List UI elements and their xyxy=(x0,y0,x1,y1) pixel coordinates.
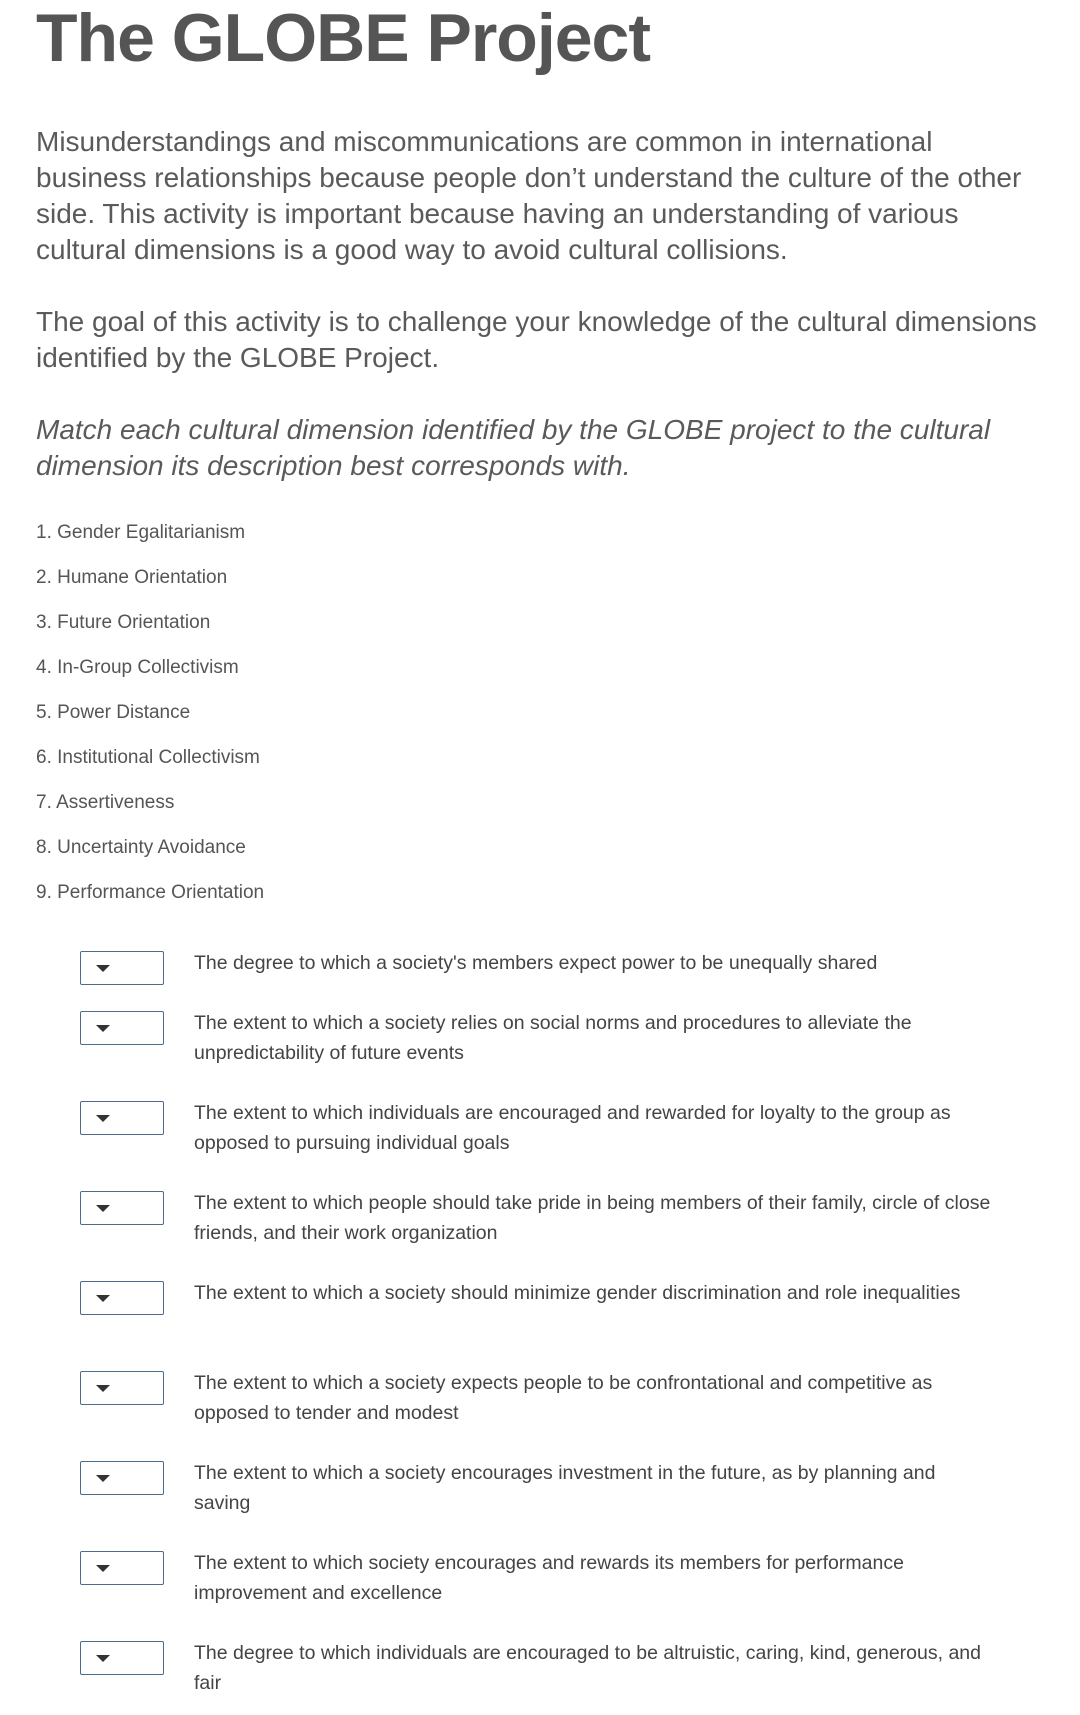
answer-dropdown[interactable] xyxy=(80,1371,164,1405)
dimension-item: 6. Institutional Collectivism xyxy=(36,747,260,768)
instruction-text: Match each cultural dimension identified by the GLOBE project to the cultural dimension its description best corresponds with. xyxy=(36,414,991,481)
match-description: The extent to which people should take pride in being members of their family, circle of close friends, and their work organization xyxy=(194,1192,991,1244)
answer-dropdown[interactable] xyxy=(80,1551,164,1585)
match-row xyxy=(80,1175,1010,1265)
match-description: The degree to which individuals are encouraged to be altruistic, caring, kind, generous, and fair xyxy=(194,1642,981,1694)
intro-paragraph: Misunderstandings and miscommunications are common in international business relationships because people don’t understand the culture of the other side. This activity is important because having an understanding of various cultural dimensions is a good way to avoid cultural collisions. xyxy=(36,126,1022,265)
caret-down-icon xyxy=(96,1385,110,1392)
answer-dropdown[interactable] xyxy=(80,1191,164,1225)
dimension-item: 4. In-Group Collectivism xyxy=(36,657,239,678)
goal-paragraph: The goal of this activity is to challenge your knowledge of the cultural dimensions identified by the GLOBE Project. xyxy=(36,306,1037,373)
match-list xyxy=(80,935,1010,1715)
match-description: The extent to which a society should minimize gender discrimination and role inequalities xyxy=(194,1282,961,1304)
match-description: The extent to which a society expects people to be confrontational and competitive as opposed to tender and modest xyxy=(194,1372,933,1424)
match-row xyxy=(80,995,1010,1085)
dimension-item: 2. Humane Orientation xyxy=(36,567,228,588)
match-row xyxy=(80,1085,1010,1175)
match-description: The extent to which individuals are encouraged and rewarded for loyalty to the group as opposed to pursuing individual goals xyxy=(194,1102,951,1154)
activity-page xyxy=(36,0,1046,925)
answer-dropdown[interactable] xyxy=(80,1281,164,1315)
caret-down-icon xyxy=(96,965,110,972)
answer-dropdown[interactable] xyxy=(80,1011,164,1045)
dimension-item: 7. Assertiveness xyxy=(36,792,175,813)
dimension-item: 1. Gender Egalitarianism xyxy=(36,522,246,543)
match-description: The extent to which a society encourages investment in the future, as by planning and saving xyxy=(194,1462,936,1514)
caret-down-icon xyxy=(96,1025,110,1032)
match-row xyxy=(80,1355,1010,1445)
dimension-item: 3. Future Orientation xyxy=(36,612,211,633)
caret-down-icon xyxy=(96,1295,110,1302)
caret-down-icon xyxy=(96,1115,110,1122)
match-description: The degree to which a society's members expect power to be unequally shared xyxy=(194,952,878,974)
answer-dropdown[interactable] xyxy=(80,1641,164,1675)
answer-dropdown[interactable] xyxy=(80,1101,164,1135)
answer-dropdown[interactable] xyxy=(80,1461,164,1495)
match-row xyxy=(80,935,1010,995)
match-description: The extent to which society encourages and rewards its members for performance improvement and excellence xyxy=(194,1552,904,1604)
caret-down-icon xyxy=(96,1565,110,1572)
match-description: The extent to which a society relies on social norms and procedures to alleviate the unpredictability of future events xyxy=(194,1012,912,1064)
dimension-list xyxy=(36,520,1046,905)
match-row xyxy=(80,1445,1010,1535)
match-row xyxy=(80,1535,1010,1625)
match-row xyxy=(80,1265,1010,1355)
page-title: The GLOBE Project xyxy=(36,0,650,76)
caret-down-icon xyxy=(96,1655,110,1662)
dimension-item: 5. Power Distance xyxy=(36,702,191,723)
dimension-item: 9. Performance Orientation xyxy=(36,882,265,903)
caret-down-icon xyxy=(96,1205,110,1212)
dimension-item: 8. Uncertainty Avoidance xyxy=(36,837,246,858)
caret-down-icon xyxy=(96,1475,110,1482)
answer-dropdown[interactable] xyxy=(80,951,164,985)
match-row xyxy=(80,1625,1010,1715)
